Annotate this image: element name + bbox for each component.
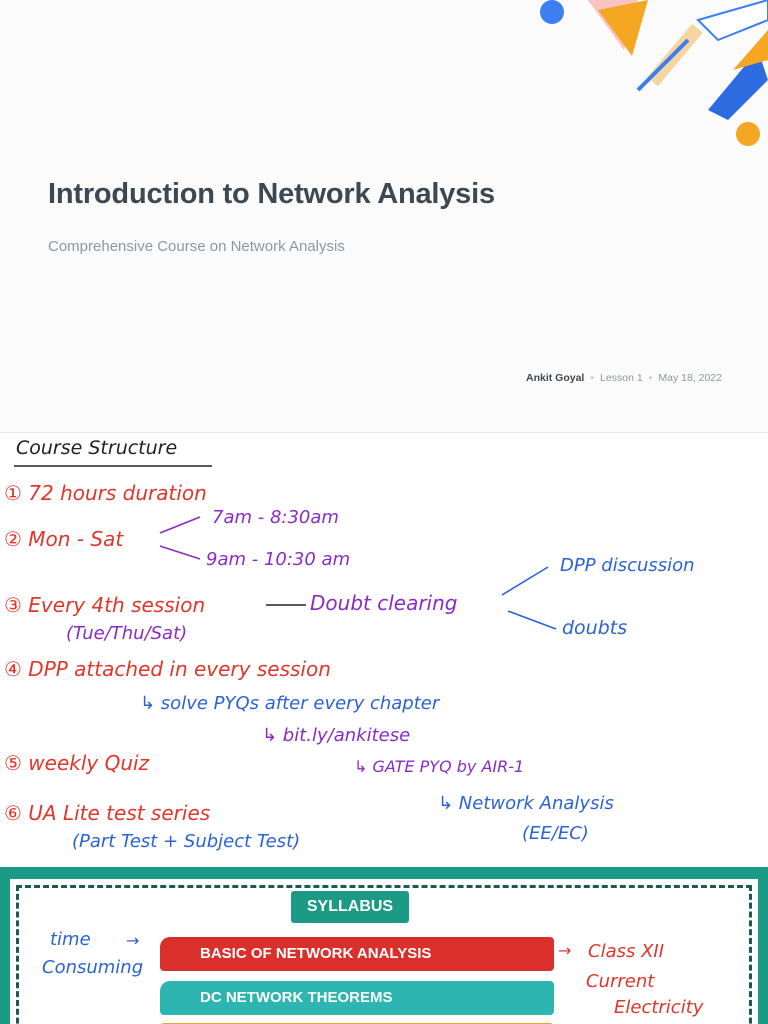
note-current: Current	[586, 971, 655, 992]
note-test-series: ⑥ UA Lite test series	[4, 801, 211, 825]
course-structure-notes	[0, 433, 768, 867]
note-time-2: 9am - 10:30 am	[206, 549, 351, 570]
note-days: ② Mon - Sat	[4, 527, 124, 551]
stationery-illustration	[528, 0, 768, 160]
note-dpp-discussion: DPP discussion	[560, 555, 695, 576]
note-session: ③ Every 4th session	[4, 593, 206, 617]
slide-subtitle: Comprehensive Course on Network Analysis	[48, 238, 345, 255]
note-days-list: (Tue/Thu/Sat)	[66, 623, 188, 644]
note-test-types: (Part Test + Subject Test)	[72, 831, 301, 852]
lesson-number: Lesson 1	[600, 372, 643, 384]
lesson-date: May 18, 2022	[658, 372, 722, 384]
syllabus-heading: SYLLABUS	[291, 891, 409, 923]
syllabus-card	[10, 879, 758, 1024]
note-ee-ec: (EE/EC)	[522, 823, 589, 844]
note-gate: ↳ GATE PYQ by AIR-1	[354, 757, 525, 776]
note-class-xii: Class XII	[588, 941, 665, 962]
arrow-right-icon: →	[126, 931, 140, 950]
note-bitly: ↳ bit.ly/ankitese	[262, 725, 411, 746]
note-dpp: ④ DPP attached in every session	[4, 657, 331, 681]
note-doubt-clearing: Doubt clearing	[310, 591, 458, 615]
note-network-analysis: ↳ Network Analysis	[438, 793, 614, 814]
note-pyq: ↳ solve PYQs after every chapter	[140, 693, 440, 714]
title-slide	[0, 0, 768, 433]
arrow-right-icon: →	[558, 941, 572, 960]
lesson-meta: Ankit Goyal • Lesson 1 • May 18, 2022	[526, 372, 722, 384]
note-electricity: Electricity	[614, 997, 704, 1018]
syllabus-item-basics: BASIC OF NETWORK ANALYSIS	[160, 937, 554, 971]
author-name: Ankit Goyal	[526, 372, 585, 384]
note-duration: ① 72 hours duration	[4, 481, 207, 505]
note-time-1: 7am - 8:30am	[212, 507, 339, 528]
syllabus-panel	[0, 867, 768, 1024]
note-time: time	[50, 929, 91, 950]
note-doubts: doubts	[562, 617, 628, 639]
note-quiz: ⑤ weekly Quiz	[4, 751, 150, 775]
syllabus-item-dc-theorems: DC NETWORK THEOREMS	[160, 981, 554, 1015]
note-consuming: Consuming	[42, 957, 144, 978]
slide-title: Introduction to Network Analysis	[48, 178, 495, 210]
notes-heading: Course Structure	[16, 437, 178, 459]
